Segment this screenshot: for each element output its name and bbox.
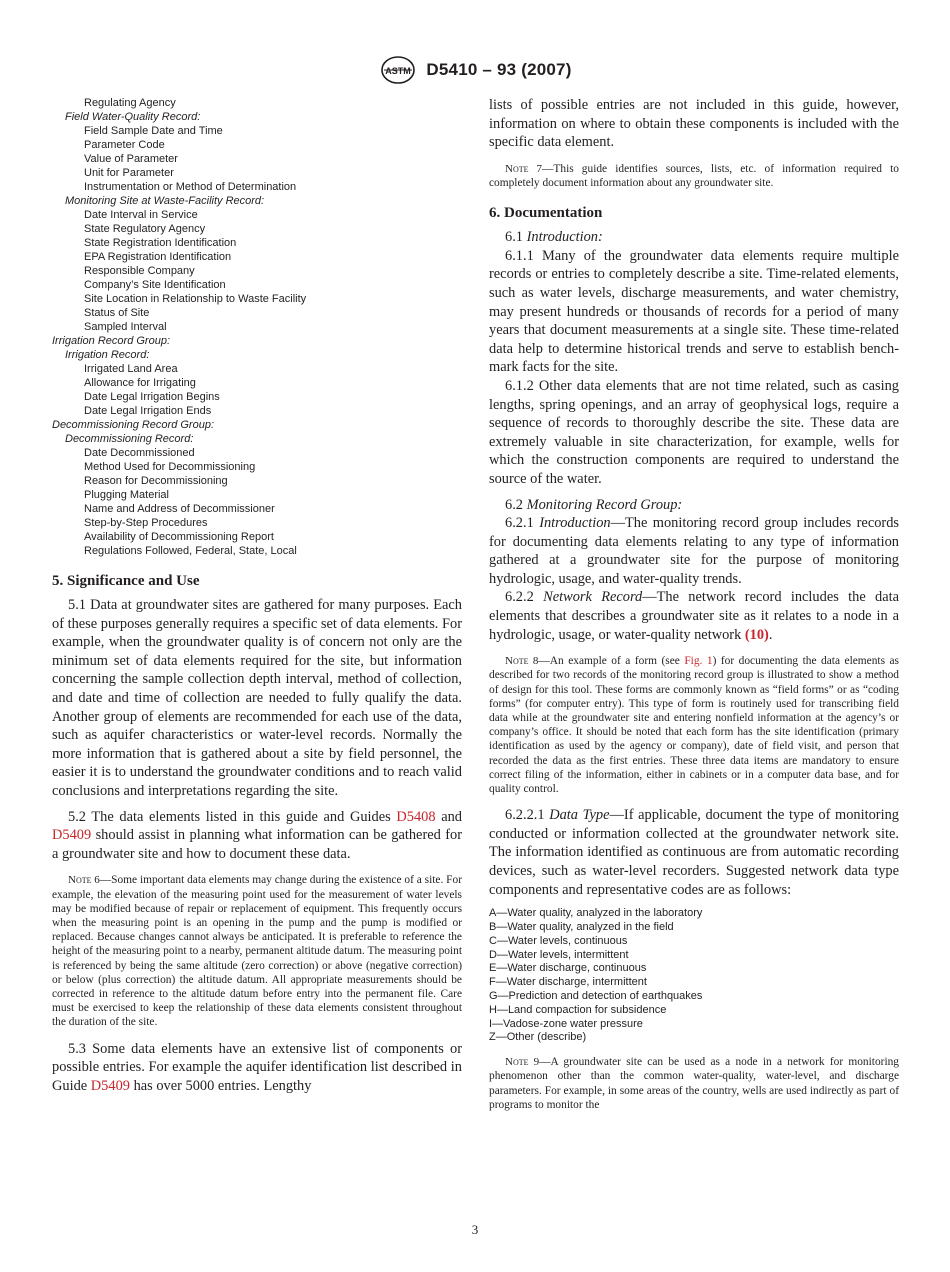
fig-1-link[interactable]: Fig. 1	[684, 655, 713, 668]
list-item: Allowance for Irrigating	[84, 377, 196, 389]
code-item: C—Water levels, continuous	[489, 934, 628, 947]
d5409-link-2[interactable]: D5409	[90, 1077, 130, 1094]
text-run: should assist in planning what information can be gathered for a groundwater site and how to document these data.	[52, 827, 462, 862]
data-element-list	[52, 96, 462, 558]
record-heading: Irrigation Record:	[65, 349, 150, 361]
list-item: Regulations Followed, Federal, State, Local	[84, 545, 297, 557]
list-item: Status of Site	[84, 307, 150, 319]
paragraph-5-3	[52, 1040, 462, 1096]
text-run: .	[768, 626, 773, 643]
note-text: ) for documenting the data elements as described for two records of the monitoring record group is illustrated to show a method of design for this tool. These forms are commonly known as “field forms” or as “coding forms” (for computer entry). This type of form is routinely used for transcribing field data while at the groundwater site and entering nonfield information at the agency’s or company’s office. It should be noted that each form has the site identification (primary identification as used by the agency or company), date of field visit, and person that recorded the data as the first entries. These three data items are mandatory to ensure correct filing of the information, either in cabinets or in a computer data base, and for quality control.	[489, 655, 899, 796]
section-6-heading: 6. Documentation	[489, 205, 603, 222]
text-run: 6.2.1	[505, 515, 540, 532]
list-item: Reason for Decommissioning	[84, 475, 228, 487]
text-run: 5.3 Some data elements have an extensive list of components or possible entries. For example the aquifer identification list described in Guide	[52, 1040, 462, 1094]
note-label: Note 6	[68, 874, 100, 887]
code-item: Z—Other (describe)	[489, 1031, 587, 1044]
note-text: —An example of a form (see	[538, 655, 685, 668]
page-header	[0, 54, 950, 86]
paragraph-6-1-2: 6.1.2 Other data elements that are not time related, such as casing lengths, spring openings, and an array of geophysical logs, require a sequence of records to thoroughly describe the site. These data are extremely valuable in site characterization, for example, wells for which the construction components are required to understand the source of the water.	[489, 377, 899, 487]
list-item: State Registration Identification	[84, 237, 237, 249]
note-text: —Some important data elements may change during the existence of a site. For example, the elevation of the measuring point used for the measurement of water levels may be modified because of repair or replacement of equipment. This frequently occurs when the measuring point is an opening in the pump and the pump is modified or replaced. Because changes cannot always be anticipated. It is preferable to reference the height of the measuring point to a nearby, permanent altitude datum. The measuring point is referenced by being the same altitude (zero correction) or above (negative correction) or below (plus correction) the altitude datum. All appropriate measurements should be corrected in reference to the altitude datum before entry into the permanent file. Care must be exercised to keep the relationship of these data elements consistent throughout the duration of the site.	[52, 874, 462, 1029]
standard-designation: D5410 – 93 (2007)	[426, 60, 572, 79]
text-run: and	[435, 808, 462, 825]
astm-logo-icon	[378, 55, 418, 85]
list-item: Availability of Decommissioning Report	[84, 531, 274, 543]
list-item: Date Decommissioned	[84, 447, 195, 459]
list-item: State Regulatory Agency	[84, 223, 206, 235]
subsection-title: Monitoring Record Group:	[526, 496, 683, 513]
text-run: —The network record includes the data elements that describes a groundwater site as it relates to a node in a hydrologic, usage, or water-quality network	[489, 589, 899, 643]
paragraph-5-1: 5.1 Data at groundwater sites are gathered for many purposes. Each of these purposes generally requires a specific set of data elements. For example, when the groundwater quality is of concern not only are the minimum set of data elements required for the site, but information concerning the sample collection depth interval, method of collection, and date and time of collection are needed to fully qualify the data. Another group of elements are recommended for each use of the data, such as aquifer characteristics or water-level records. Normally the more information that is gathered about a site by field personnel, the easier it is to understand the groundwater conditions and to reach valid conclusions and interpretations regarding the site.	[52, 597, 462, 799]
list-item: Date Legal Irrigation Begins	[84, 391, 220, 403]
list-item: Step-by-Step Procedures	[84, 517, 208, 529]
note-7	[489, 162, 899, 190]
section-5-heading: 5. Significance and Use	[52, 573, 200, 589]
list-item: Sampled Interval	[84, 321, 167, 333]
paragraph-6-2-1	[489, 514, 899, 588]
continued-paragraph: lists of possible entries are not included in this guide, however, information on where to obtain these components is included with the specific data element.	[489, 97, 899, 151]
reference-10-link[interactable]: (10)	[744, 626, 769, 643]
list-item: Date Interval in Service	[84, 209, 198, 221]
code-item: I—Vadose-zone water pressure	[489, 1017, 643, 1030]
text-run: —The monitoring record group includes records for documenting data elements relating to any type of information gathered at a groundwater site for the purpose of monitoring hydrologic, usage, and water-quality trends.	[489, 515, 899, 587]
paragraph-6-2-2	[489, 588, 899, 644]
text-run: 6.2.2	[505, 589, 544, 606]
code-item: E—Water discharge, continuous	[489, 962, 647, 975]
note-text: —This guide identifies sources, lists, etc. of information required to completely document information about any groundwater site.	[489, 162, 899, 189]
group-heading: Irrigation Record Group:	[52, 335, 170, 347]
subsection-title: Data Type	[549, 807, 610, 824]
list-item: Method Used for Decommissioning	[84, 461, 256, 473]
note-text: —A groundwater site can be used as a node in a network for monitoring phenomenon other than the common water-quality, water-level, and discharge parameters. For example, in some areas of the country, wells are used indirectly as part of programs to monitor the	[489, 1056, 899, 1111]
record-heading: Monitoring Site at Waste-Facility Record:	[65, 195, 265, 207]
text-run: 6.1	[505, 229, 527, 246]
paragraph-5-2	[52, 808, 462, 864]
d5408-link[interactable]: D5408	[396, 808, 436, 825]
list-item: Site Location in Relationship to Waste Facility	[84, 293, 307, 305]
paragraph-6-1	[489, 228, 899, 247]
code-item: H—Land compaction for subsidence	[489, 1003, 667, 1016]
note-label: Note 7	[505, 162, 543, 175]
list-item: Name and Address of Decommissioner	[84, 503, 275, 515]
left-column	[52, 96, 462, 1095]
text-run: has over 5000 entries. Lengthy	[129, 1077, 312, 1094]
text-run: 6.2	[505, 496, 527, 513]
list-item: Responsible Company	[84, 265, 195, 277]
list-item: Regulating Agency	[84, 97, 176, 109]
subsection-title: Introduction	[539, 515, 611, 532]
list-item: Company’s Site Identification	[84, 279, 226, 291]
list-item: Unit for Parameter	[84, 167, 174, 179]
list-item: Irrigated Land Area	[84, 363, 178, 375]
d5409-link[interactable]: D5409	[52, 827, 92, 844]
subsection-title: Network Record	[543, 589, 643, 606]
list-item: Date Legal Irrigation Ends	[84, 405, 212, 417]
paragraph-6-1-1: 6.1.1 Many of the groundwater data elements require multiple records or entries to completely describe a site. Time-related elements, such as water levels, discharge measurements, and water chemistry, may present hundreds or thousands of records for a period of many years that document measurements at a single site. These time-related data help to determine historical trends and serve to establish bench-mark facts for the site.	[489, 247, 899, 376]
paragraph-6-2	[489, 496, 899, 515]
subsection-title: Introduction:	[526, 229, 603, 246]
list-item: Value of Parameter	[84, 153, 178, 165]
list-item: Field Sample Date and Time	[84, 125, 223, 137]
code-item: B—Water quality, analyzed in the field	[489, 921, 674, 934]
record-heading: Field Water-Quality Record:	[65, 111, 201, 123]
list-item: Parameter Code	[84, 139, 165, 151]
text-run: 5.2 The data elements listed in this guide and Guides	[68, 808, 397, 825]
note-6	[52, 873, 462, 1029]
code-item: G—Prediction and detection of earthquakes	[489, 990, 703, 1003]
code-item: F—Water discharge, intermittent	[489, 976, 647, 989]
text-run: 6.2.2.1	[505, 807, 550, 824]
data-type-code-list	[489, 907, 899, 1045]
code-item: A—Water quality, analyzed in the laboratory	[489, 907, 703, 920]
note-label: Note 9	[505, 1056, 540, 1069]
note-8	[489, 654, 899, 796]
text-run: —If applicable, document the type of monitoring conducted or information collected at the groundwater network site. The information identified as continuous are from automatic recording devices, such as water-level recorders. Suggested network data type components and representative codes are as follows:	[489, 807, 899, 898]
list-item: EPA Registration Identification	[84, 251, 232, 263]
code-item: D—Water levels, intermittent	[489, 948, 629, 961]
note-9	[489, 1055, 899, 1112]
logo-text: ASTM	[385, 66, 412, 76]
list-item: Instrumentation or Method of Determination	[84, 181, 297, 193]
right-column	[489, 96, 899, 1122]
page-number: 3	[471, 1222, 479, 1237]
group-heading: Decommissioning Record Group:	[52, 419, 215, 431]
record-heading: Decommissioning Record:	[65, 433, 194, 445]
paragraph-6-2-2-1	[489, 806, 899, 899]
list-item: Plugging Material	[84, 489, 169, 501]
note-label: Note 8	[505, 655, 539, 668]
